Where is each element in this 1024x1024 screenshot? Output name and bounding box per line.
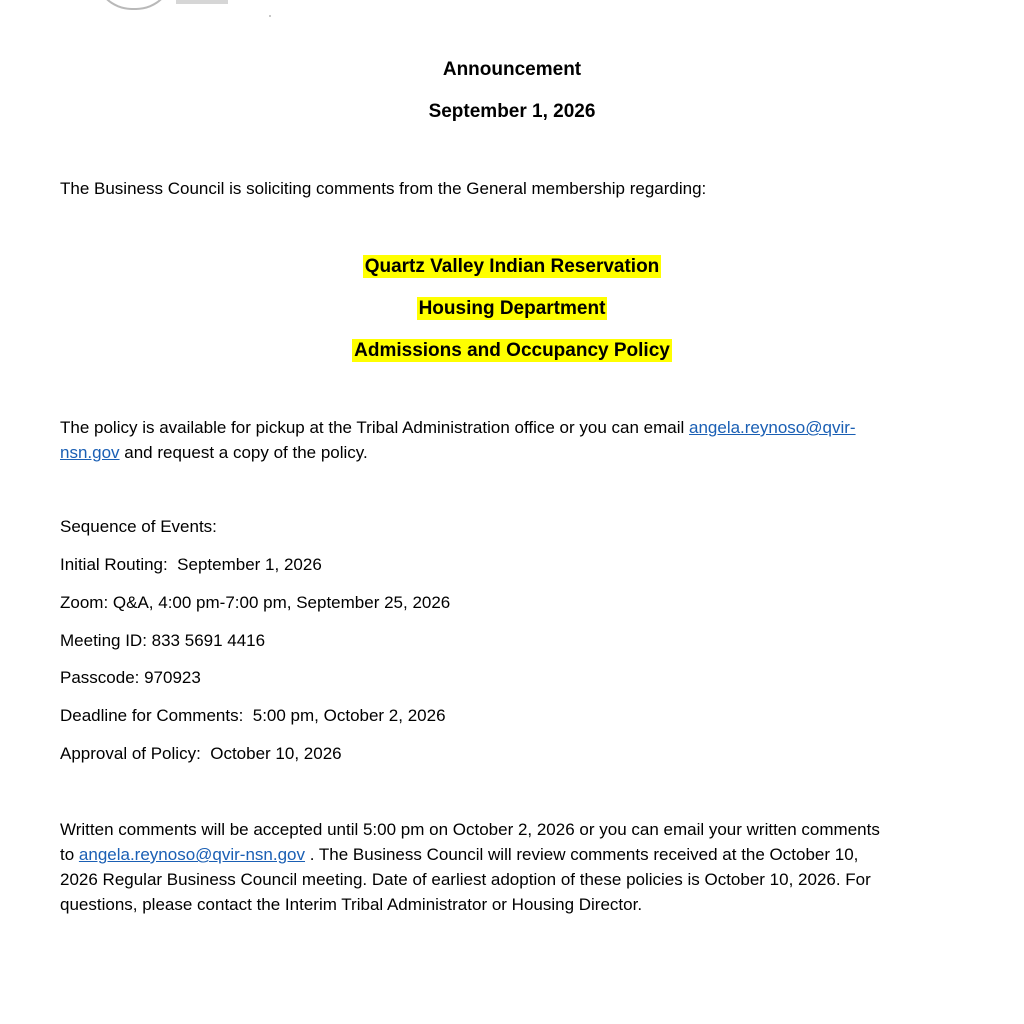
announcement-date: September 1, 2026: [428, 101, 596, 122]
scan-speck: [269, 15, 271, 17]
event-approval: Approval of Policy: October 10, 2026: [60, 744, 342, 763]
intro-paragraph: The Business Council is soliciting comments from the General membership regarding:: [60, 179, 707, 198]
comments-email-link[interactable]: angela.reynoso@qvir-nsn.gov: [78, 845, 306, 864]
comments-line-4: questions, please contact the Interim Tribal Administrator or Housing Director.: [60, 895, 643, 914]
availability-paragraph: [60, 415, 970, 465]
availability-email-link-part1[interactable]: angela.reynoso@qvir-: [689, 418, 856, 437]
subject-reservation: Quartz Valley Indian Reservation: [364, 256, 660, 277]
event-deadline: Deadline for Comments: 5:00 pm, October 2, 2026: [60, 706, 446, 725]
event-initial-routing: Initial Routing: September 1, 2026: [60, 555, 322, 574]
event-passcode: Passcode: 970923: [60, 668, 201, 687]
subject-department: Housing Department: [418, 298, 606, 319]
announcement-title: Announcement: [442, 59, 582, 80]
event-meeting-id: Meeting ID: 833 5691 4416: [60, 631, 266, 650]
availability-email-link-part2[interactable]: nsn.gov: [60, 443, 120, 462]
comments-line-2: . The Business Council will review comments received at the October 10,: [305, 845, 859, 864]
comments-line-3: 2026 Regular Business Council meeting. Date of earliest adoption of these policies is October 10, 2026. For: [60, 870, 871, 889]
events-heading: Sequence of Events:: [60, 517, 217, 536]
availability-text-after: and request a copy of the policy.: [119, 443, 368, 462]
comments-to: to: [60, 845, 79, 864]
event-zoom: Zoom: Q&A, 4:00 pm-7:00 pm, September 25, 2026: [60, 593, 451, 612]
comments-paragraph: [60, 817, 990, 917]
subject-line-1: [0, 255, 1024, 279]
subject-line-3: [0, 339, 1024, 363]
letterhead-seal-fragment: [94, 0, 174, 10]
letterhead-rule-fragment: [176, 0, 228, 4]
subject-policy: Admissions and Occupancy Policy: [354, 340, 670, 361]
comments-line-1: Written comments will be accepted until 5:00 pm on October 2, 2026 or you can email your written comments: [60, 820, 880, 839]
availability-text-before: The policy is available for pickup at the Tribal Administration office or you can email: [60, 418, 689, 437]
subject-line-2: [0, 297, 1024, 321]
